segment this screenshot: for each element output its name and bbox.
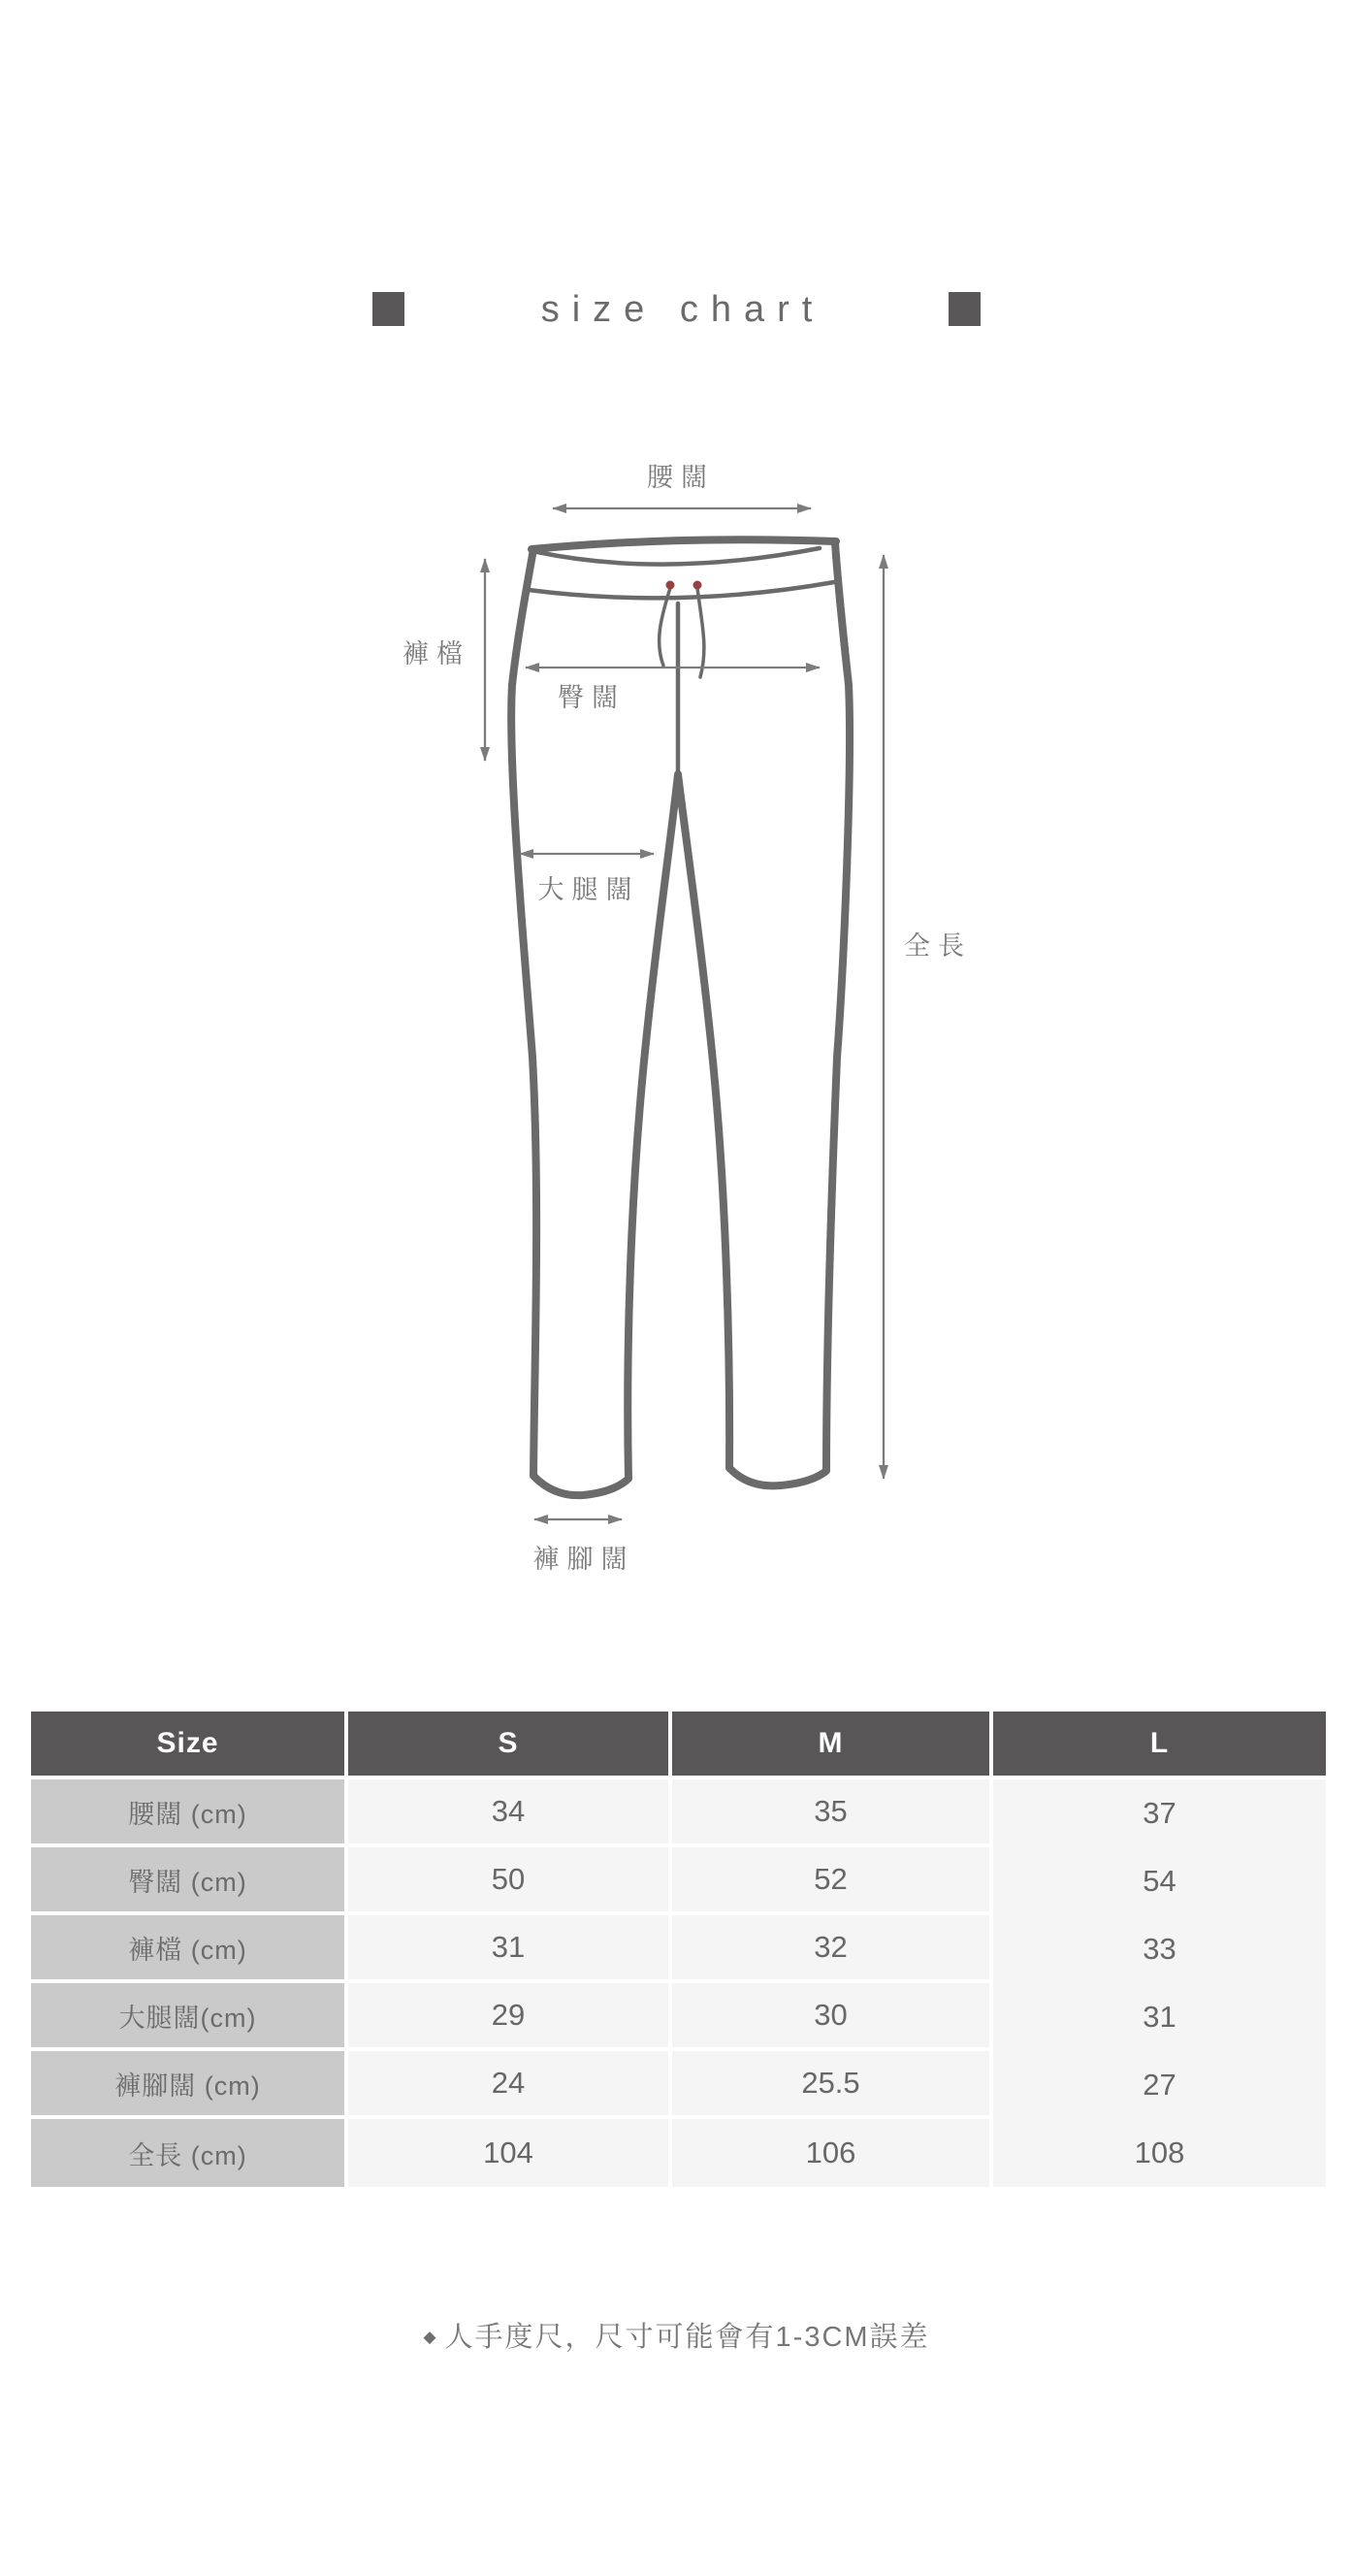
header-size: Size — [31, 1712, 348, 1779]
cell-length-l: 108 — [993, 2119, 1326, 2187]
cell-waist-m: 35 — [672, 1779, 993, 1847]
cell-rise-l: 33 — [993, 1915, 1326, 1983]
cell-rise-m: 32 — [672, 1915, 993, 1983]
row-label-waist: 腰闊 (cm) — [31, 1779, 348, 1847]
cell-hem-s: 24 — [348, 2051, 672, 2119]
drawstring-right — [697, 588, 704, 677]
hip-width-label: 臀闊 — [558, 683, 626, 712]
waistband-inner-rim — [537, 548, 820, 565]
cell-length-m: 106 — [672, 2119, 993, 2187]
table-row — [31, 2051, 1326, 2119]
header-m: M — [672, 1712, 993, 1779]
cell-thigh-m: 30 — [672, 1983, 993, 2051]
header-l: L — [993, 1712, 1326, 1779]
table-header-row — [31, 1712, 1326, 1779]
cell-hem-m: 25.5 — [672, 2051, 993, 2119]
table-row — [31, 1983, 1326, 2051]
table-row — [31, 1915, 1326, 1983]
cell-thigh-l: 31 — [993, 1983, 1326, 2051]
cell-hip-s: 50 — [348, 1847, 672, 1915]
full-length-label: 全長 — [904, 931, 972, 961]
size-table — [31, 1712, 1326, 2187]
waist-width-label: 腰闊 — [647, 463, 715, 492]
row-label-rise: 褲檔 (cm) — [31, 1915, 348, 1983]
drawstring-tip-dot-right — [693, 581, 702, 590]
drawstring-tip-dot-left — [666, 581, 675, 590]
waistband-seam — [529, 582, 834, 598]
header-s: S — [348, 1712, 672, 1779]
cell-waist-l: 37 — [993, 1779, 1326, 1847]
footnote — [0, 2315, 1353, 2355]
page-title: size chart — [540, 289, 825, 330]
table-row — [31, 2119, 1326, 2187]
row-label-thigh: 大腿闊(cm) — [31, 1983, 348, 2051]
thigh-width-label: 大腿闊 — [537, 875, 640, 904]
cell-length-s: 104 — [348, 2119, 672, 2187]
cell-hip-m: 52 — [672, 1847, 993, 1915]
diamond-bullet-icon: ◆ — [423, 2328, 436, 2346]
cell-waist-s: 34 — [348, 1779, 672, 1847]
row-label-hem: 褲腳闊 (cm) — [31, 2051, 348, 2119]
cell-rise-s: 31 — [348, 1915, 672, 1983]
waistband-top-edge — [532, 539, 836, 549]
cell-thigh-s: 29 — [348, 1983, 672, 2051]
row-label-length: 全長 (cm) — [31, 2119, 348, 2187]
cell-hip-l: 54 — [993, 1847, 1326, 1915]
cell-hem-l: 27 — [993, 2051, 1326, 2119]
rise-label: 褲檔 — [403, 639, 470, 668]
hem-width-label: 褲腳闊 — [532, 1545, 635, 1574]
table-row — [31, 1847, 1326, 1915]
table-row — [31, 1779, 1326, 1847]
footnote-text: 人手度尺，尺寸可能會有1-3CM誤差 — [444, 2322, 930, 2353]
row-label-hip: 臀闊 (cm) — [31, 1847, 348, 1915]
